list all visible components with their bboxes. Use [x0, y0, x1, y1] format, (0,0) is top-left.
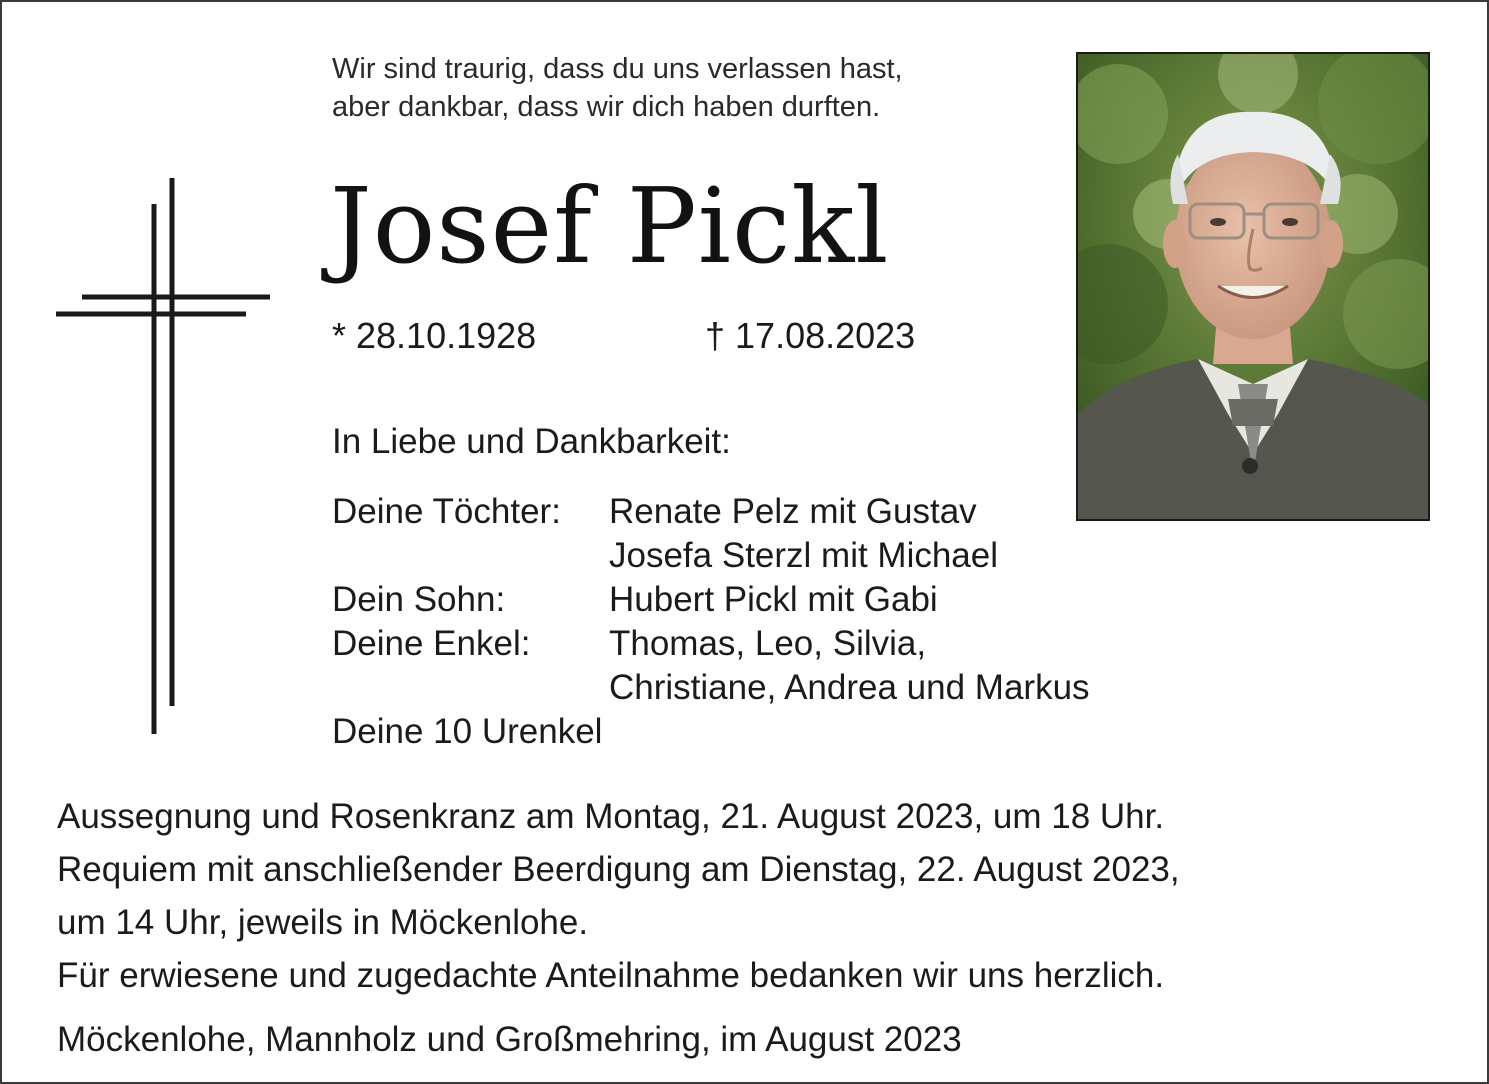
portrait-photo: [1076, 52, 1430, 521]
birth-date: * 28.10.1928: [332, 315, 537, 356]
family-row: [332, 622, 1090, 666]
family-value: Hubert Pickl mit Gabi: [609, 580, 938, 619]
family-value: Christiane, Andrea und Markus: [609, 668, 1090, 707]
service-line-1: Aussegnung und Rosenkranz am Montag, 21. August 2023, um 18 Uhr.: [57, 797, 1165, 836]
service-info: [57, 790, 1180, 949]
family-label: [332, 534, 609, 578]
family-row: [332, 578, 1090, 622]
quote: [332, 50, 903, 126]
family-label: Deine Enkel:: [332, 624, 531, 663]
death-date: † 17.08.2023: [705, 315, 916, 356]
family-label: Deine Töchter:: [332, 492, 561, 531]
family-row: [332, 534, 1090, 578]
quote-line-1: Wir sind traurig, dass du uns verlassen hast,: [332, 53, 903, 85]
service-line-2: Requiem mit anschließender Beerdigung am Dienstag, 22. August 2023,: [57, 850, 1180, 889]
family-list: [332, 490, 1090, 710]
cross-icon: [56, 178, 270, 736]
thanks-text: Für erwiesene und zugedachte Anteilnahme bedanken wir uns herzlich.: [57, 956, 1165, 995]
family-row: [332, 666, 1090, 710]
place-date: Möckenlohe, Mannholz und Großmehring, im August 2023: [57, 1020, 962, 1059]
deceased-name: Josef Pickl: [330, 165, 890, 287]
intro-text: In Liebe und Dankbarkeit:: [332, 422, 731, 461]
service-line-3: um 14 Uhr, jeweils in Möckenlohe.: [57, 903, 589, 942]
quote-line-2: aber dankbar, dass wir dich haben durften.: [332, 91, 881, 123]
family-value: Josefa Sterzl mit Michael: [609, 536, 999, 575]
family-value: Renate Pelz mit Gustav: [609, 492, 977, 531]
great-grandchildren: Deine 10 Urenkel: [332, 712, 603, 751]
family-label: Dein Sohn:: [332, 580, 506, 619]
family-row: [332, 490, 1090, 534]
family-value: Thomas, Leo, Silvia,: [609, 624, 927, 663]
family-label: [332, 666, 609, 710]
portrait-illustration: [1078, 54, 1428, 519]
